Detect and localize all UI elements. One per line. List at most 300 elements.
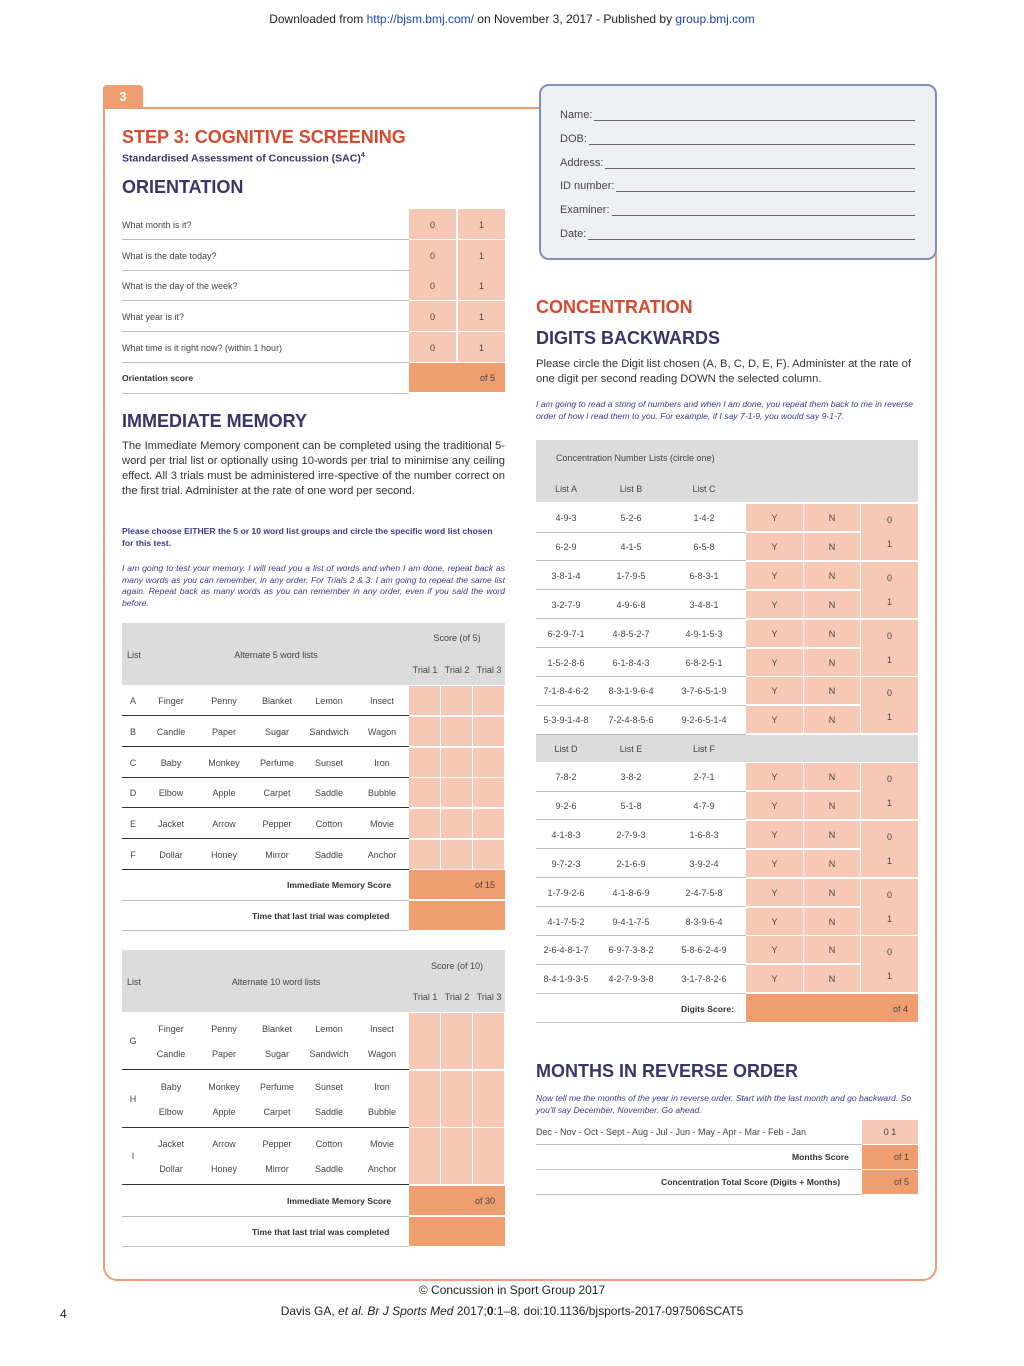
t10-word: Paper [211,1049,237,1059]
row-divider [536,532,746,533]
digit-sequence: 5-3-9-1-4-8 [543,715,589,726]
score-pair-cell[interactable] [861,562,918,618]
digits-list-header: List A [554,484,577,494]
digit-sequence: 4-1-5 [620,541,642,552]
no-label: N [828,715,836,726]
t5-alt-header: Alternate 5 word lists [234,650,318,660]
id-field-row[interactable] [560,202,915,216]
t5-trial-cell[interactable] [409,717,440,746]
id-field-label: ID number: [560,180,615,193]
id-field-line[interactable] [588,229,915,240]
word-list-choice-note: Please choose EITHER the 5 or 10 word list groups and circle the specific word list chosen for this test. [122,526,493,548]
t10-word: Jacket [157,1139,184,1149]
score-pair-cell[interactable] [861,879,918,935]
t5-trial-cell[interactable] [441,840,472,869]
yes-label: Y [771,686,778,697]
yes-label: Y [771,916,778,927]
t5-trial-cell[interactable] [441,717,472,746]
yes-label: Y [771,945,778,956]
memory-script: I am going to test your memory. I will read you a list of words and when I am done, repeat back as many words as you can remember, in any order. For Trials 2 & 3: I am going to repeat the same list again. Repeat back as many words as you can remember in any order, even if you said the word before. [122,563,505,608]
yes-label: Y [771,858,778,869]
t10-word: Elbow [158,1106,184,1117]
t10-list-id: G [129,1036,137,1046]
digit-sequence: 2-7-1 [693,772,715,782]
yes-label: Y [771,657,778,668]
digits-instructions: Please circle the Digit list chosen (A, B, C, D, E, F). Administer at the rate of one digit per second reading DOWN the selected column. [536,358,911,385]
step-subtitle: Standardised Assessment of Concussion (SAC)$^4$ [122,152,365,165]
row-divider [536,877,746,878]
score-0: 0 [429,312,435,323]
t5-trial-cell[interactable] [409,686,440,715]
score-1: 1 [886,712,892,723]
t5-word: Baby [160,757,182,768]
t10-trial-cell[interactable] [441,1013,472,1069]
t10-word: Sunset [314,1081,344,1092]
t5-word: Dollar [159,850,183,860]
t5-time-cell[interactable] [409,901,505,930]
t5-trial-cell[interactable] [409,809,440,838]
id-field-row[interactable] [560,107,915,121]
t10-trial-header: Trial 2 [444,992,470,1002]
yes-label: Y [771,513,778,523]
t5-word: Anchor [367,850,397,860]
row-divider [122,300,409,301]
id-field-row[interactable] [560,131,915,145]
score-0: 0 [429,250,435,261]
score-1: 1 [886,913,892,924]
t10-word: Insect [369,1024,394,1034]
t5-word: Finger [158,696,184,706]
row-divider [536,1194,862,1195]
concentration-total-of: of 5 [894,1177,910,1187]
orientation-score-label: Orientation score [122,373,194,383]
digit-sequence: 1-7-9-5 [616,570,646,581]
t5-score-label: Immediate Memory Score [287,880,392,890]
months-title: MONTHS IN REVERSE ORDER [536,1061,799,1081]
t5-word: Pepper [262,819,292,830]
row-divider [536,560,746,561]
concentration-title: CONCENTRATION [536,297,693,317]
t10-trial-cell[interactable] [409,1013,440,1069]
t5-word: Insect [369,696,394,706]
digit-sequence: 3-2-7-9 [551,599,581,610]
t5-trial-cell[interactable] [473,748,504,777]
row-divider [122,807,409,808]
t5-list-id: D [129,788,137,799]
t5-trial-cell[interactable] [473,840,504,869]
t10-word: Wagon [367,1049,397,1059]
score-0: 0 [886,831,892,842]
t5-word: Saddle [314,788,344,799]
score-1: 1 [886,539,892,549]
score-1: 1 [886,596,892,607]
score-pair-cell[interactable] [861,620,918,676]
digit-sequence: 1-7-9-2-6 [547,887,585,898]
t5-word: Blanket [261,696,293,706]
t10-trial-header: Trial 1 [412,992,438,1002]
row-divider [122,239,409,240]
id-field-row[interactable] [560,155,915,169]
t10-word: Candle [156,1049,186,1059]
digit-sequence: 4-7-9 [693,800,715,811]
t5-word: Mirror [265,850,289,860]
t10-word: Movie [369,1139,394,1149]
digit-sequence: 9-4-1-7-5 [612,916,650,927]
yes-label: Y [771,829,778,840]
row-divider [536,819,746,820]
t5-trial-cell[interactable] [441,748,472,777]
t5-word: Sunset [314,757,344,768]
t5-word: Movie [369,819,394,830]
row-divider [122,746,409,747]
immediate-memory-title: IMMEDIATE MEMORY [122,411,307,431]
section-tab: 3 [103,85,143,109]
yes-label: Y [771,715,778,726]
no-label: N [828,887,836,898]
t5-trial-header: Trial 3 [476,665,502,675]
score-1: 1 [886,654,892,665]
digit-sequence: 1-5-2-8-6 [547,657,585,668]
row-divider [536,964,746,965]
id-field-line[interactable] [589,134,915,145]
id-field-line[interactable] [594,110,915,121]
row-divider [536,1022,746,1023]
row-divider [122,869,409,870]
score-0: 0 [886,774,892,784]
score-1: 1 [886,798,892,808]
t5-trial-cell[interactable] [409,748,440,777]
t10-word: Saddle [314,1106,344,1117]
score-0: 0 [429,281,435,292]
digit-sequence: 6-8-3-1 [689,570,719,581]
row-divider [536,705,746,706]
row-divider [536,1169,862,1170]
row-divider [122,1246,409,1247]
digits-score-of: of 4 [893,1004,909,1014]
t5-score-header: Score (of 5) [433,633,481,643]
t5-word: Sugar [264,726,290,737]
row-divider [536,647,746,648]
digit-sequence: 1-4-2 [693,513,715,523]
id-field-label: Name: [560,109,593,121]
t10-word: Sugar [264,1049,290,1059]
score-0: 0 [886,889,892,900]
digit-sequence: 6-1-8-4-3 [612,657,650,668]
digit-sequence: 8-4-1-9-3-5 [543,974,589,985]
t5-word: Perfume [259,757,294,768]
t5-list-id: B [129,726,136,737]
id-field-line[interactable] [605,158,915,169]
t5-list-id: C [129,757,137,768]
digit-sequence: 4-9-3 [555,513,577,523]
digits-backwards-title: DIGITS BACKWARDS [536,328,720,348]
yes-label: Y [771,974,778,985]
row-divider [122,777,409,778]
digits-script: I am going to read a string of numbers and when I am done, you repeat them back to me in reverse order of how I read them to you. For example, if I say 7-1-9, you would say 9-1-7. [536,399,913,421]
t5-word: Monkey [208,757,240,768]
id-field-line[interactable] [616,181,915,192]
months-score-label: Months Score [792,1152,849,1162]
t10-word: Saddle [314,1164,344,1174]
digit-sequence: 4-1-7-5-2 [547,916,585,927]
t5-word: Sandwich [309,726,349,737]
t5-trial-header: Trial 1 [412,665,438,675]
bjsm-link[interactable]: http://bjsm.bmj.com/ [366,12,474,26]
t10-score-label: Immediate Memory Score [287,1196,392,1206]
t10-trial-cell[interactable] [473,1013,504,1069]
score-1: 1 [478,281,484,292]
row-divider [122,1184,409,1185]
t10-trial-cell[interactable] [473,1128,504,1184]
no-label: N [828,858,836,869]
t5-word: Bubble [367,788,397,799]
t5-word: Carpet [263,788,291,799]
score-1: 1 [478,342,484,353]
concentration-total-label: Concentration Total Score (Digits + Months) [661,1177,841,1187]
score-pair-cell[interactable] [861,677,918,733]
digit-sequence: 9-7-2-3 [551,858,581,869]
digit-sequence: 6-5-8 [693,541,715,552]
digit-sequence: 5-8-6-2-4-9 [681,945,727,956]
t10-word: Carpet [263,1106,291,1117]
digit-sequence: 6-2-9 [555,541,577,552]
yes-label: Y [771,628,778,639]
yes-label: Y [771,772,778,782]
digit-sequence: 3-4-8-1 [689,599,719,610]
download-notice: Downloaded from http://bjsm.bmj.com/ on November 3, 2017 - Published by group.bmj.com [269,12,755,26]
months-options: 0 1 [883,1127,897,1137]
score-0: 0 [886,515,892,525]
t5-word: Arrow [212,819,236,830]
t5-word: Wagon [367,726,397,737]
t5-trial-cell[interactable] [441,686,472,715]
row-divider [536,618,746,619]
digit-sequence: 2-6-4-8-1-7 [543,945,589,956]
yes-label: Y [771,887,778,898]
t5-list-id: F [130,850,136,860]
t10-list-id: H [129,1093,137,1104]
id-field-line[interactable] [612,205,915,216]
digit-sequence: 3-8-2 [620,772,642,782]
t10-alt-header: Alternate 10 word lists [231,977,321,987]
t5-score-of: of 15 [475,880,496,890]
t10-trial-header: Trial 3 [476,992,502,1002]
t10-word: Iron [374,1081,390,1092]
page-number: 4 [60,1307,67,1321]
t5-word: Paper [211,726,237,737]
score-1: 1 [478,250,484,261]
orientation-title: ORIENTATION [122,177,244,197]
t10-word: Apple [212,1106,236,1117]
copyright: © Concussion in Sport Group 2017 [418,1283,606,1297]
id-field-label: Address: [560,156,604,169]
t10-list-header: List [127,977,142,987]
citation: Davis GA, et al. Br J Sports Med 2017;0:1–8. doi:10.1136/bjsports-2017-097506SCAT5 [280,1304,744,1318]
score-0: 0 [886,630,892,641]
t10-word: Blanket [261,1024,293,1034]
id-field-label: Date: [560,228,587,240]
yes-label: Y [771,599,778,610]
t10-word: Sandwich [309,1049,349,1059]
row-divider [536,935,746,936]
digit-sequence: 3-8-1-4 [551,570,581,581]
digit-sequence: 9-2-6 [555,800,577,811]
row-divider [536,848,746,849]
t10-word: Cotton [315,1139,343,1149]
t10-trial-cell[interactable] [409,1128,440,1184]
section-frame-top [103,107,540,109]
no-label: N [828,829,836,840]
score-pair-cell[interactable] [861,821,918,877]
t10-word: Baby [160,1081,182,1092]
score-1: 1 [478,312,484,323]
t10-word: Lemon [315,1024,343,1034]
t5-word: Penny [211,696,237,706]
group-link[interactable]: group.bmj.com [675,12,755,26]
digit-sequence: 5-2-6 [620,513,642,523]
row-divider [536,589,746,590]
digit-sequence: 5-1-8 [620,800,642,811]
digit-sequence: 4-9-1-5-3 [685,628,723,639]
yes-label: Y [771,570,778,581]
t10-trial-cell[interactable] [441,1128,472,1184]
t5-word: Iron [374,757,390,768]
t10-word: Dollar [159,1164,183,1174]
row-divider [122,1216,409,1217]
t10-word: Bubble [367,1106,397,1117]
t5-word: Cotton [315,819,343,830]
t5-trial-cell[interactable] [441,809,472,838]
score-0: 0 [886,947,892,958]
score-0: 0 [886,572,892,583]
t10-list-id: I [131,1151,135,1161]
orientation-question: What is the day of the week? [122,281,238,292]
digit-sequence: 3-7-6-5-1-9 [681,686,727,697]
months-score-of: of 1 [894,1152,910,1162]
digit-sequence: 6-8-2-5-1 [685,657,723,668]
score-1: 1 [478,220,484,230]
digit-sequence: 3-9-2-4 [689,858,719,869]
t5-trial-cell[interactable] [409,778,440,807]
no-label: N [828,570,836,581]
row-divider [122,1069,409,1070]
no-label: N [828,513,836,523]
row-divider [122,900,409,901]
t10-time-label: Time that last trial was completed [252,1227,390,1237]
id-field-label: DOB: [560,132,587,145]
t10-score-of: of 30 [475,1196,496,1206]
digit-sequence: 2-1-6-9 [616,858,646,869]
t5-word: Honey [210,850,237,860]
row-divider [122,715,409,716]
no-label: N [828,974,836,985]
yes-label: Y [771,800,778,811]
t5-trial-header: Trial 2 [444,665,470,675]
digit-sequence: 2-7-9-3 [616,829,646,840]
concentration-total-cell[interactable] [862,1170,918,1194]
no-label: N [828,916,836,927]
t5-time-label: Time that last trial was completed [252,911,390,921]
row-divider [122,393,409,394]
t5-trial-cell[interactable] [473,809,504,838]
t10-word: Arrow [212,1139,236,1149]
t10-word: Perfume [259,1081,294,1092]
id-field-row[interactable] [560,226,915,240]
row-divider [122,1127,409,1128]
t5-list-header: List [127,650,142,660]
row-divider [122,331,409,332]
t5-trial-cell[interactable] [473,717,504,746]
score-1: 1 [886,855,892,866]
t5-list-id: A [129,696,136,706]
step-title: STEP 3: COGNITIVE SCREENING [122,127,406,147]
orientation-question: What year is it? [122,312,185,323]
t5-trial-cell[interactable] [441,778,472,807]
t10-trial-cell[interactable] [473,1071,504,1127]
t10-word: Penny [211,1024,237,1034]
score-pair-cell[interactable] [861,504,918,560]
digit-sequence: 7-8-2 [555,772,577,782]
orientation-question: What is the date today? [122,250,217,261]
score-1: 1 [886,971,892,982]
digits-list-header: List F [692,744,715,754]
months-script: Now tell me the months of the year in reverse order. Start with the last month and go backward. So you'll say December, November. Go ahead. [536,1093,912,1115]
score-pair-cell[interactable] [861,763,918,819]
digit-sequence: 8-3-1-9-6-4 [608,686,654,697]
digit-sequence: 6-9-7-3-8-2 [608,945,654,956]
id-field-label: Examiner: [560,204,610,217]
digit-sequence: 6-2-9-7-1 [547,628,585,639]
immediate-memory-instructions: The Immediate Memory component can be completed using the traditional 5-word per trial list or optionally using 10-words per trial to minimise any ceiling effect. All 3 trials must be administered irre-spective of the number correct on the first trial. Administer at the rate of one word per second. [122,440,505,497]
t10-word: Finger [158,1024,184,1034]
no-label: N [828,945,836,956]
row-divider [536,1144,862,1145]
t10-time-cell[interactable] [409,1217,505,1246]
no-label: N [828,657,836,668]
orientation-question: What time is it right now? (within 1 hour) [122,342,283,353]
digits-list-header: List D [554,744,578,754]
digit-sequence: 9-2-6-5-1-4 [681,715,727,726]
digit-sequence: 4-2-7-9-3-8 [608,974,654,985]
row-divider [122,362,409,363]
digit-sequence: 1-6-8-3 [689,829,719,840]
digit-sequence: 4-8-5-2-7 [612,628,650,639]
digit-sequence: 3-1-7-8-2-6 [681,974,727,985]
id-field-row[interactable] [560,178,915,192]
digit-sequence: 4-1-8-3 [551,829,581,840]
digits-header-label: Concentration Number Lists (circle one) [556,453,715,463]
digit-sequence: 7-1-8-4-6-2 [543,686,589,697]
score-pair-cell[interactable] [861,936,918,992]
digit-sequence: 4-9-6-8 [616,599,646,610]
orientation-score-of: of 5 [480,373,496,383]
t5-trial-cell[interactable] [473,686,504,715]
months-score-cell[interactable] [862,1145,918,1169]
t5-trial-cell[interactable] [473,778,504,807]
t5-trial-cell[interactable] [409,840,440,869]
row-divider [536,676,746,677]
t10-word: Monkey [208,1081,240,1092]
no-label: N [828,800,836,811]
t10-trial-cell[interactable] [441,1071,472,1127]
t10-trial-cell[interactable] [409,1071,440,1127]
row-divider [122,930,409,931]
t5-list-id: E [129,819,136,830]
digit-sequence: 8-3-9-6-4 [685,916,723,927]
row-divider [122,270,409,271]
orientation-question: What month is it? [122,220,192,230]
t10-word: Honey [210,1164,237,1174]
